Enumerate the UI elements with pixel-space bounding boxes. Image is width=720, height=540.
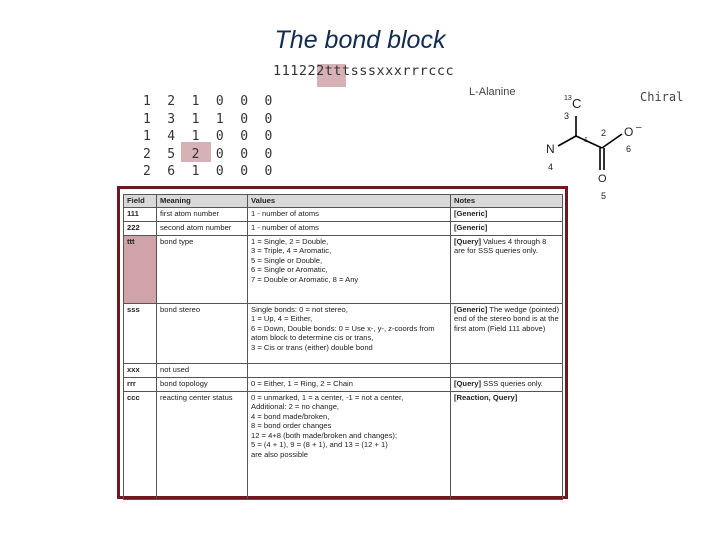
bond-row-a1: 1 [143, 129, 151, 145]
cell-field: ccc [124, 391, 157, 499]
field-table-frame [117, 186, 568, 499]
bond-row [143, 111, 289, 129]
notes-tag: [Query] [454, 236, 482, 246]
bond-ca-n [558, 136, 576, 146]
label-13: 13 [564, 95, 572, 102]
label-4: 4 [548, 162, 554, 172]
cell-meaning: bond topology [157, 377, 248, 391]
label-c: C [572, 96, 582, 111]
bond-row-a1: 1 [143, 94, 151, 109]
notes-text: Values 4 through 8 are for SSS queries only. [454, 236, 547, 255]
cell-meaning: bond stereo [157, 303, 248, 363]
table-row [124, 363, 563, 377]
table-row [124, 377, 563, 391]
header-field: Field [124, 195, 157, 208]
bond-row-a1: 2 [143, 164, 151, 180]
bond-row-r: 0 [264, 111, 273, 127]
bond-row-type: 1 [191, 164, 200, 180]
cell-values: Single bonds: 0 = not stereo, 1 = Up, 4 = Either, 6 = Down, Double bonds: 0 = Use x-, y-, z-coords from atom block to determine cis or trans, 3 = Cis or trans (either) double bond [248, 303, 451, 363]
cell-notes [451, 207, 563, 221]
label-minus: – [636, 122, 642, 133]
bond-block-rows [143, 93, 289, 181]
bond-row-stereo: 0 [215, 146, 224, 162]
bond-row-a2: 5 [167, 146, 176, 162]
bond-field-table [123, 194, 563, 500]
bond-row-stereo: 0 [215, 164, 224, 180]
cell-notes [451, 363, 563, 377]
label-n: N [546, 142, 555, 156]
cell-meaning: bond type [157, 235, 248, 303]
cell-notes [451, 235, 563, 303]
cell-field: rrr [124, 377, 157, 391]
table-row [124, 391, 563, 499]
slide-title: The bond block [274, 26, 446, 54]
bond-row [143, 93, 289, 111]
bond-row-x: 0 [240, 111, 249, 127]
bond-row-a2: 2 [167, 94, 176, 109]
bond-row [143, 163, 289, 181]
bond-row-a2: 6 [167, 164, 176, 180]
bond-row-a2: 4 [167, 129, 176, 145]
cell-field: ttt [124, 235, 157, 303]
cell-values: 1 - number of atoms [248, 207, 451, 221]
cell-meaning: not used [157, 363, 248, 377]
cell-notes [451, 303, 563, 363]
cell-field: xxx [124, 363, 157, 377]
bond-row-r: 0 [264, 129, 273, 145]
bond-row-stereo: 0 [215, 129, 224, 145]
bond-row-r: 0 [264, 94, 273, 109]
header-notes: Notes [451, 195, 563, 208]
label-1: 1 [584, 137, 588, 144]
bond-row-r: 0 [264, 164, 273, 180]
format-line: 111222tttsssxxxrrrccc [273, 63, 455, 79]
cell-notes [451, 391, 563, 499]
notes-tag: [Reaction, Query] [454, 392, 518, 402]
cell-meaning: first atom number [157, 207, 248, 221]
label-3: 3 [564, 111, 570, 121]
notes-tag: [Generic] [454, 304, 488, 314]
cell-values: 1 - number of atoms [248, 221, 451, 235]
table-row [124, 221, 563, 235]
table-row [124, 207, 563, 221]
bond-row-x: 0 [240, 129, 249, 145]
bond-row-stereo: 0 [215, 94, 224, 109]
cell-values: 1 = Single, 2 = Double, 3 = Triple, 4 = Aromatic, 5 = Single or Double, 6 = Single or Aromatic, 7 = Double or Aromatic, 8 = Any [248, 235, 451, 303]
label-5: 5 [601, 191, 607, 201]
bond-row-x: 0 [240, 146, 249, 162]
bond-row-stereo: 1 [215, 111, 224, 127]
table-row [124, 303, 563, 363]
bond-row-r: 0 [264, 146, 273, 162]
bond-row-x: 0 [240, 94, 249, 109]
bond-row-x: 0 [240, 164, 249, 180]
cell-notes [451, 377, 563, 391]
notes-text: SSS queries only. [481, 378, 543, 388]
table-row [124, 235, 563, 303]
molecule-name: L-Alanine [469, 86, 516, 98]
table-header-row [124, 195, 563, 208]
bond-row [143, 128, 289, 146]
bond-row-type: 1 [191, 129, 200, 145]
cell-meaning: second atom number [157, 221, 248, 235]
header-values: Values [248, 195, 451, 208]
cell-values: 0 = unmarked, 1 = a center, -1 = not a center, Additional: 2 = no change, 4 = bond made/broken, 8 = bond order changes 12 = 4+8 (both made/broken and changes); 5 = (4 + 1), 9 = (8 + 1), and 13 = (12 + 1) are also possible [248, 391, 451, 499]
cell-field: sss [124, 303, 157, 363]
bond-row-type: 2 [191, 146, 200, 162]
chiral-label: Chiral [640, 90, 684, 104]
notes-tag: [Query] [454, 378, 482, 388]
bond-row [143, 146, 289, 164]
label-o: O [624, 125, 634, 139]
bond-row-a2: 3 [167, 111, 176, 127]
notes-text: The wedge (pointed) end of the stereo bond is at the first atom (Field 111 above) [454, 304, 559, 333]
header-meaning: Meaning [157, 195, 248, 208]
cell-meaning: reacting center status [157, 391, 248, 499]
cell-values [248, 363, 451, 377]
bond-row-type: 1 [191, 94, 200, 109]
cell-values: 0 = Either, 1 = Ring, 2 = Chain [248, 377, 451, 391]
bond-row-a1: 1 [143, 111, 151, 127]
label-o5: O [598, 173, 607, 185]
notes-tag: [Generic] [454, 208, 488, 218]
cell-field: 222 [124, 221, 157, 235]
bond-row-a1: 2 [143, 146, 151, 162]
bond-ca-cc [576, 136, 602, 148]
cell-notes [451, 221, 563, 235]
bond-row-type: 1 [191, 111, 200, 127]
label-6: 6 [626, 144, 632, 154]
cell-field: 111 [124, 207, 157, 221]
label-2: 2 [601, 128, 607, 138]
notes-tag: [Generic] [454, 222, 488, 232]
